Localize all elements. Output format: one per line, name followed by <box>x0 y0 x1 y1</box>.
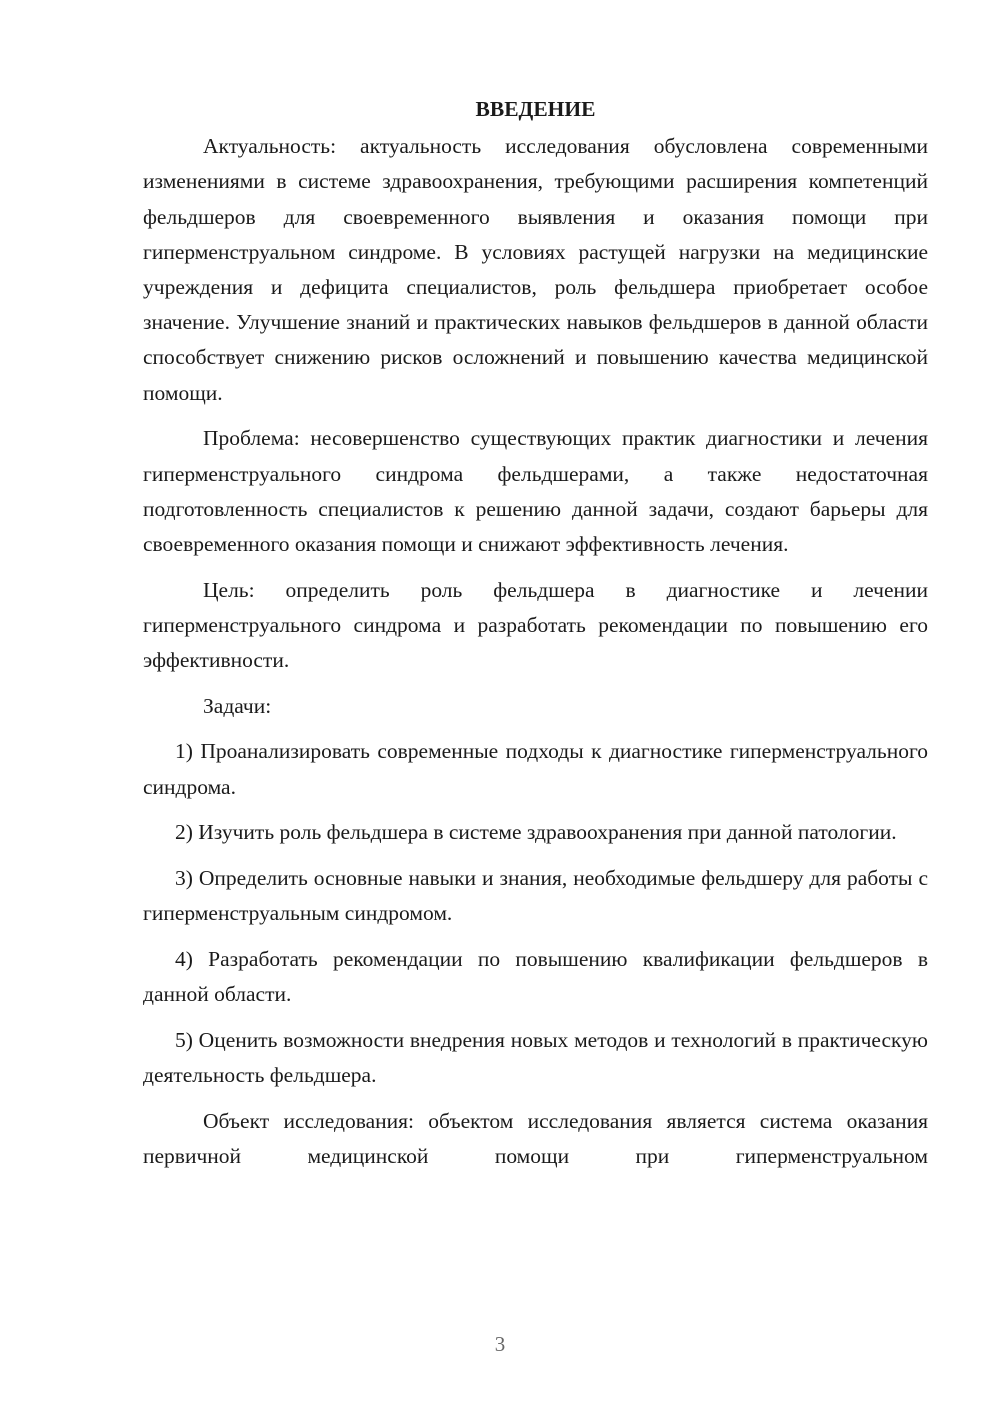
task-item-3: 3) Определить основные навыки и знания, необходимые фельдшеру для работы с гиперменструальным синдромом. <box>143 866 928 926</box>
paragraph-problem: Проблема: несовершенство существующих практик диагностики и лечения гиперменструального синдрома фельдшерами, а также недостаточная подготовленность специалистов к решению данной задачи, создают барьеры для своевременного оказания помощи и снижают эффективность лечения. <box>143 426 928 556</box>
tasks-heading: Задачи: <box>203 693 272 718</box>
paragraph-goal: Цель: определить роль фельдшера в диагностике и лечении гиперменструального синдрома и разработать рекомендации по повышению его эффективности. <box>143 577 928 673</box>
page-number: 3 <box>494 1332 506 1356</box>
page-content <box>143 92 928 1185</box>
task-item-2: 2) Изучить роль фельдшера в системе здравоохранения при данной патологии. <box>175 820 897 845</box>
task-item-5: 5) Оценить возможности внедрения новых методов и технологий в практическую деятельность фельдшера. <box>143 1027 928 1088</box>
page-title: ВВЕДЕНИЕ <box>475 97 596 121</box>
paragraph-relevance: Актуальность: актуальность исследования обусловлена современными изменениями в системе здравоохранения, требующими расширения компетенций фельдшеров для своевременного выявления и оказания помощи при гиперменструальном синдроме. В условиях растущей нагрузки на медицинские учреждения и дефицита специалистов, роль фельдшера приобретает особое значение. Улучшение знаний и практических навыков фельдшеров в данной области способствует снижению рисков осложнений и повышению качества медицинской помощи. <box>143 134 928 405</box>
task-item-4: 4) Разработать рекомендации по повышению квалификации фельдшеров в данной области. <box>143 946 928 1007</box>
paragraph-object: Объект исследования: объектом исследования является система оказания первичной медицинской помощи при гиперменструальном <box>143 1108 928 1168</box>
task-item-1: 1) Проанализировать современные подходы к диагностике гиперменструального синдрома. <box>143 739 928 799</box>
